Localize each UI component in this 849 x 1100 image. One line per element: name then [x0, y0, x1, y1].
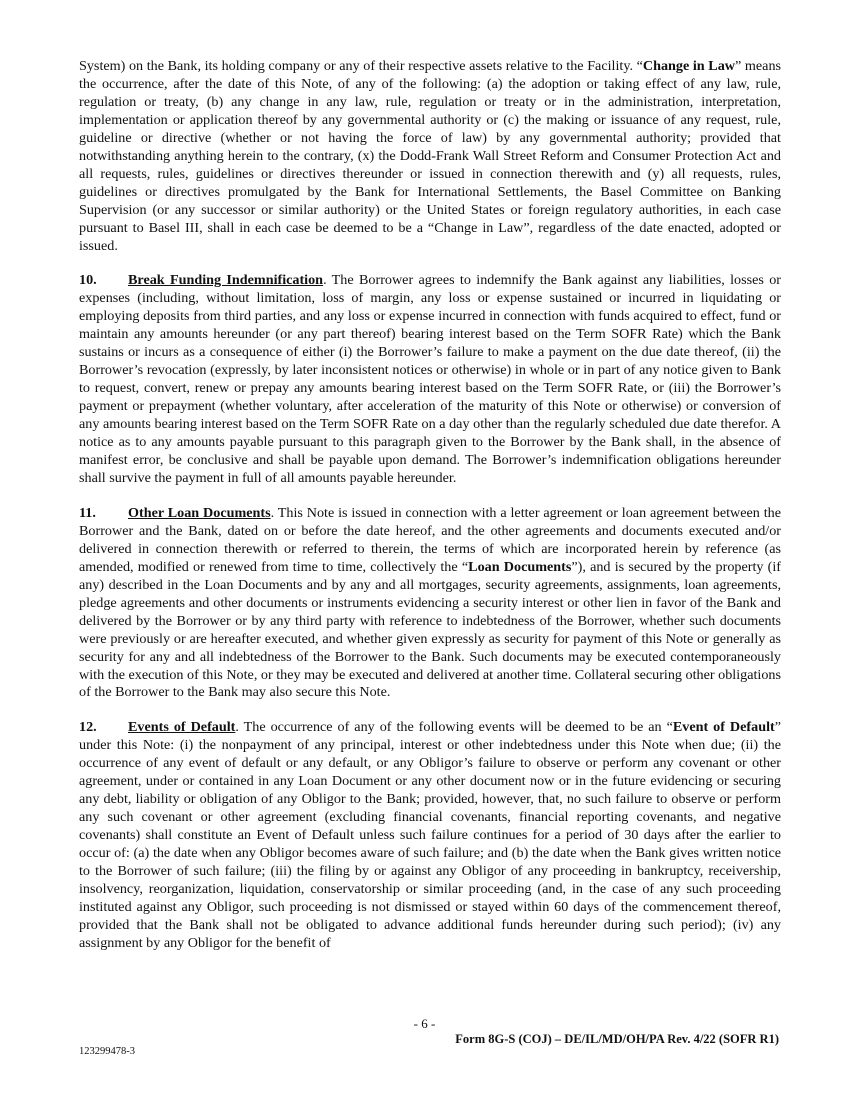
page-number: - 6 -: [413, 1016, 436, 1031]
section-12-text-a: . The occurrence of any of the following events will be deemed to be an “: [235, 719, 673, 736]
section-10: [79, 272, 781, 487]
section-11-term: Loan Documents: [468, 558, 572, 575]
section-10-text: . The Borrower agrees to indemnify the Bank against any liabilities, losses or expenses (including, without limitation, loss of margin, any loss or expense sustained or incurred in liquidating or employing deposits from third parties, and any loss or expense incurred in connection with funds acquired to effect, fund or maintain any amounts hereunder (or any part thereof) bearing interest based on the Term SOFR Rate) which the Bank sustains or incurs as a consequence of either (i) the Borrower’s failure to make a payment on the due date thereof, (ii) the Borrower’s revocation (expressly, by later inconsistent notices or otherwise) in whole or in part of any notice given to Bank to request, convert, renew or prepay any amounts bearing interest based on the Term SOFR Rate, or (iii) the Borrower’s payment or prepayment (whether voluntary, after acceleration of the maturity of this Note or otherwise) or conversion of any amounts bearing interest based on the Term SOFR Rate on a day other than the regularly scheduled due date therefor. A notice as to any amounts payable pursuant to this paragraph given to the Borrower by the Bank shall, in the absence of manifest error, be conclusive and shall be payable upon demand. The Borrower’s indemnification obligations hereunder shall survive the payment in full of all amounts payable hereunder.: [79, 272, 781, 486]
change-in-law-text-2: ” means the occurrence, after the date of this Note, of any of the following: (a) the adoption or taking effect of any law, rule, regulation or treaty, (b) any change in any law, rule, regulation or treaty or in the administration, interpretation, implementation or application thereof by any governmental authority or (c) the making or issuance of any request, rule, guideline or directive (whether or not having the force of law) by any governmental authority; provided that notwithstanding anything herein to the contrary, (x) the Dodd-Frank Wall Street Reform and Consumer Protection Act and all requests, rules, guidelines or directives thereunder or issued in connection therewith and (y) all requests, rules, guidelines or directives promulgated by the Bank for International Settlements, the Basel Committee on Banking Supervision (or any successor or similar authority) or the United States or foreign regulatory authorities, in each case pursuant to Basel III, shall in each case be deemed to be a “Change in Law”, regardless of the date enacted, adopted or issued.: [79, 58, 782, 254]
section-12-heading: Events of Default: [128, 719, 236, 736]
change-in-law-term: Change in Law: [642, 58, 735, 74]
page-body: [79, 58, 781, 970]
section-11-text-b: ”), and is secured by the property (if any) described in the Loan Documents and by any and all mortgages, security agreements, assignments, loan agreements, pledge agreements and other documents or instruments evidencing a security interest or other lien in favor of the Bank and delivered by the Borrower or by any third party with reference to indebtedness of the Borrower, whether such documents were previously or are hereafter executed, and whether given expressly as security for payment of this Note or generally as security for any and all indebtedness of the Borrower to the Bank. Such documents may be executed contemporaneously with the execution of this Note, or they may be executed and delivered at another time. Collateral securing other obligations of the Borrower to the Bank may also secure this Note.: [79, 558, 781, 701]
section-11-text-a: . This Note is issued in connection with a letter agreement or loan agreement between the Borrower and the Bank, dated on or before the date hereof, and the other agreements and documents executed and/or delivered in connection therewith or referred to therein, the terms of which are incorporated herein by reference (as amended, modified or renewed from time to time, collectively the “: [79, 504, 781, 575]
section-11-heading: Other Loan Documents: [128, 504, 271, 521]
section-12: [79, 719, 781, 952]
change-in-law-text-1: System) on the Bank, its holding company or any of their respective assets relative to the Facility. “: [79, 58, 643, 74]
section-11-number: 11.: [79, 504, 96, 521]
section-10-heading: Break Funding Indemnification: [128, 272, 324, 289]
form-label: Form 8G-S (COJ) – DE/IL/MD/OH/PA Rev. 4/22 (SOFR R1): [455, 1032, 779, 1046]
section-12-term: Event of Default: [672, 719, 775, 736]
section-12-text-b: ” under this Note: (i) the nonpayment of any principal, interest or other indebtedness under this Note when due; (ii) the occurrence of any event of default or any default, or any Obligor’s failure to observe or perform any covenant or other agreement, under or contained in any Loan Document or any other document now or in the future evidencing or securing any debt, liability or obligation of any Obligor to the Bank; provided, however, that, no such failure to observe or perform any such covenant or other agreement (excluding financial covenants, financial reporting covenants, and negative covenants) shall constitute an Event of Default unless such failure continues for a period of 30 days after the earlier to occur of: (a) the date when any Obligor becomes aware of such failure; and (b) the date when the Bank gives written notice to the Borrower of such failure; (iii) the filing by or against any Obligor of any proceeding in bankruptcy, receivership, insolvency, reorganization, liquidation, conservatorship or similar proceeding (and, in the case of any such proceeding instituted against any Obligor, such proceeding is not dismissed or stayed within 60 days of the commencement thereof, provided that the Bank shall not be obligated to advance additional funds hereunder during such period); (iv) any assignment by any Obligor for the benefit of: [79, 719, 781, 951]
paragraph-change-in-law: [79, 58, 781, 255]
document-id: 123299478-3: [79, 1046, 135, 1057]
section-11: [79, 505, 781, 702]
section-12-number: 12.: [79, 719, 97, 736]
section-10-number: 10.: [79, 272, 97, 289]
